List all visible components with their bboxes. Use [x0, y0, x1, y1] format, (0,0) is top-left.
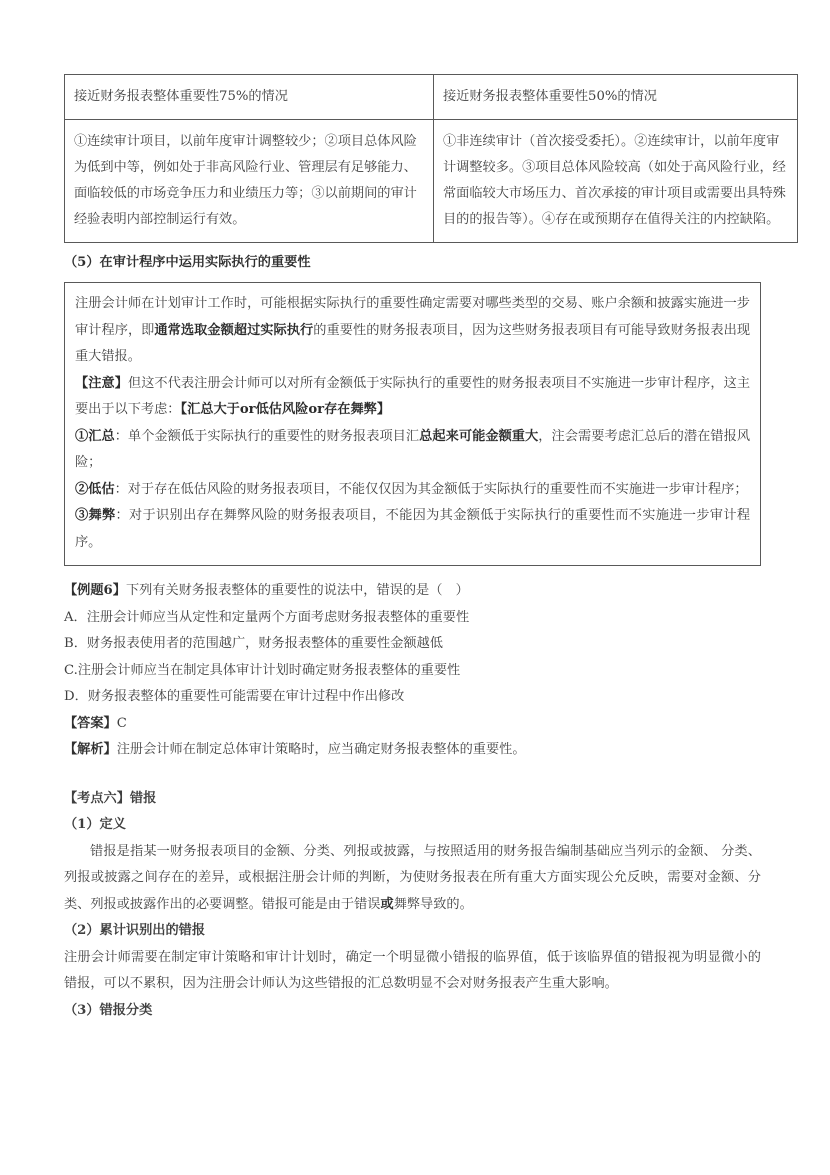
note-item-3-text: ：对于识别出存在舞弊风险的财务报表项目，不能因为其金额低于实际执行的重要性而不实施进一步审计程序。 [75, 508, 751, 550]
question-option-d: D．财务报表整体的重要性可能需要在审计过程中作出修改 [64, 689, 405, 704]
note-item-2-label: ②低估 [75, 481, 115, 497]
note-item-1-pre: ：单个金额低于实际执行的重要性的财务报表项目汇 [114, 428, 420, 444]
definition-bold: 或 [380, 896, 394, 912]
question-option-a: A．注册会计师应当从定性和定量两个方面考虑财务报表整体的重要性 [64, 609, 470, 625]
table-header-cell-left: 接近财务报表整体重要性75%的情况 [65, 75, 434, 120]
analysis-label: 【解析】 [64, 742, 117, 757]
answer-value: C [116, 715, 127, 731]
note-item-2-text: ：对于存在低估风险的财务报表项目，不能仅仅因为其金额低于实际执行的重要性而不实施进一步审计程序； [114, 481, 748, 497]
note-attention-text: 但这不代表注册会计师可以对所有金额低于实际执行的重要性的财务报表项目不实施进一步审计程序，这主要出于以下考虑： [75, 375, 751, 417]
question-stem-text: 下列有关财务报表整体的重要性的说法中，错误的是（ ） [125, 583, 469, 598]
note-p1-post: 的重要性的财务报表项目，因为这些财务报表项目有可能导致财务报表出现重大错报。 [75, 322, 751, 364]
example-question-block [64, 578, 761, 764]
definition-heading: （1）定义 [64, 817, 126, 832]
note-item-1-bold: 总起来可能金额重大 [419, 428, 539, 444]
note-item-2 [75, 477, 750, 504]
note-box [64, 282, 761, 566]
analysis-text: 注册会计师在制定总体审计策略时，应当确定财务报表整体的重要性。 [116, 742, 526, 757]
note-paragraph-1 [75, 291, 750, 371]
table-row [65, 120, 798, 243]
note-p1-bold: 通常选取金额超过实际执行 [154, 322, 314, 338]
materiality-comparison-table [64, 74, 798, 243]
note-item-1-post: ，注会需要考虑汇总后的潜在错报风险； [75, 428, 751, 470]
note-p1-pre: 注册会计师在计划审计工作时，可能根据实际执行的重要性确定需要对哪些类型的交易、账户余额和披露实施进一步审计程序，即 [75, 296, 750, 338]
cumulative-heading: （2）累计识别出的错报 [64, 923, 206, 938]
question-stem-label: 【例题6】 [64, 583, 126, 598]
note-attention-label: 【注意】 [75, 375, 128, 391]
note-item-3-label: ③舞弊 [75, 508, 116, 523]
keypoint-heading: 【考点六】错报 [64, 790, 157, 806]
note-paragraph-2 [75, 371, 750, 424]
answer-label: 【答案】 [64, 715, 117, 731]
table-header-cell-right: 接近财务报表整体重要性50%的情况 [434, 75, 798, 120]
question-option-b: B．财务报表使用者的范围越广，财务报表整体的重要性金额越低 [64, 636, 443, 651]
definition-pre: 错报是指某一财务报表项目的金额、分类、列报或披露，与按照适用的财务报告编制基础应当列示的金额、 分类、列报或披露之间存在的差异，或根据注册会计师的判断，为使财务报表在所有重大方面实现公允反映，需要对金额、分类、列报或披露作出的必要调整。错报可能是由于错误 [64, 843, 761, 912]
cumulative-paragraph: 注册会计师需要在制定审计策略和审计计划时，确定一个明显微小错报的临界值，低于该临界值的错报视为明显微小的错报，可以不累积，因为注册会计师认为这些错报的汇总数明显不会对财务报表产生重大影响。 [64, 949, 761, 991]
keypoint-six-block [64, 786, 761, 1025]
table-cell-left: ①连续审计项目，以前年度审计调整较少；②项目总体风险为低到中等，例如处于非高风险行业、管理层有足够能力、面临较低的市场竞争压力和业绩压力等；③以前期间的审计经验表明内部控制运行有效。 [65, 120, 434, 243]
note-item-1-label: ①汇总 [75, 428, 115, 444]
table-cell-right: ①非连续审计（首次接受委托）。②连续审计，以前年度审计调整较多。③项目总体风险较高（如处于高风险行业，经常面临较大市场压力、首次承接的审计项目或需要出具特殊目的的报告等）。④存在或预期存在值得关注的内控缺陷。 [434, 120, 798, 243]
definition-post: 舞弊导致的。 [393, 896, 473, 912]
page-content [64, 74, 786, 1024]
definition-paragraph [64, 839, 761, 919]
answer-line [64, 711, 761, 738]
table-header-row [65, 75, 798, 120]
question-option-c: C.注册会计师应当在制定具体审计计划时确定财务报表整体的重要性 [64, 662, 461, 678]
classification-heading: （3）错报分类 [64, 1002, 153, 1018]
note-item-1 [75, 424, 750, 477]
question-stem [64, 578, 761, 605]
note-attention-summary: 【汇总大于or低估风险or存在舞弊】 [180, 402, 391, 417]
section-5-heading: （5）在审计程序中运用实际执行的重要性 [64, 255, 311, 270]
analysis-line [64, 737, 761, 764]
note-item-3 [75, 503, 750, 556]
